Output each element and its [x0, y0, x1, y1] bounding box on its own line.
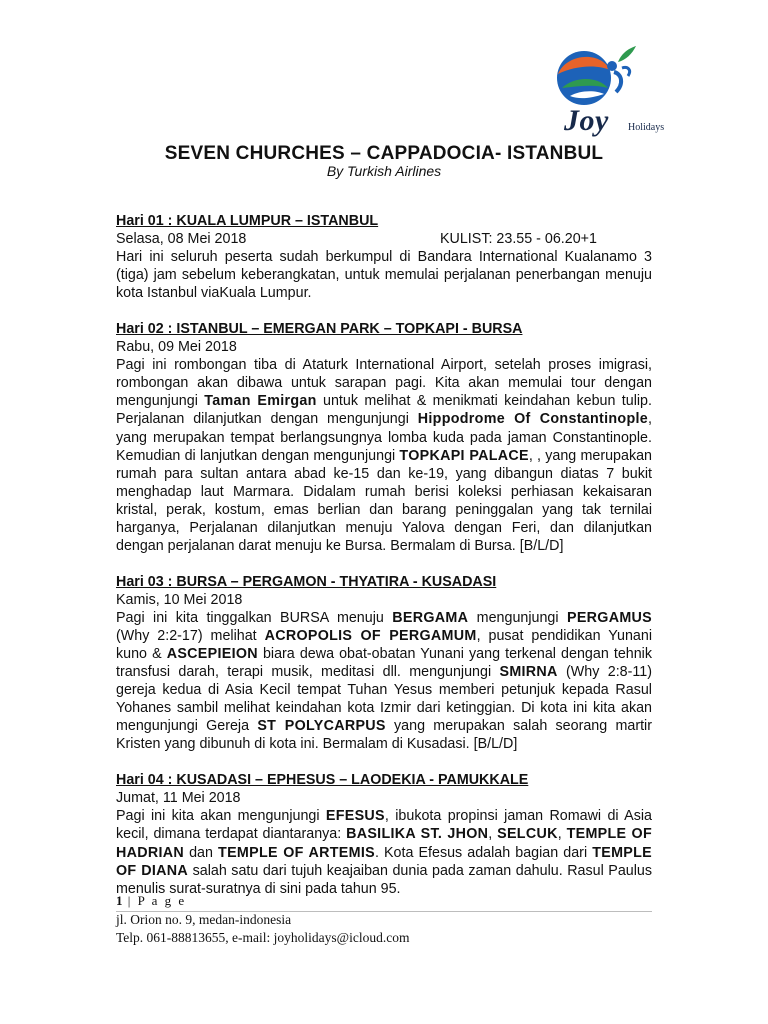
highlight-text: PERGAMUS	[566, 609, 652, 626]
page-label: | P a g e	[127, 893, 187, 908]
day-date: Jumat, 11 Mei 2018	[116, 790, 241, 807]
highlight-text: SMIRNA	[499, 664, 558, 681]
joy-holidays-logo	[552, 44, 665, 140]
date-row	[116, 230, 652, 248]
day-description	[116, 356, 652, 555]
day-section	[116, 320, 652, 555]
logo-tagline: Holidays	[628, 122, 665, 133]
highlight-text: ST POLYCARPUS	[257, 718, 386, 735]
page-number	[116, 893, 186, 909]
highlight-text: TEMPLE OF HADRIAN	[116, 826, 652, 861]
footer-contact: Telp. 061-88813655, e-mail: joyholidays@icloud.com	[116, 930, 410, 945]
day-section	[116, 212, 652, 302]
page-number-value: 1	[116, 893, 123, 908]
highlight-text: TEMPLE OF DIANA	[116, 844, 652, 879]
text-run: (Why 2:8-11) gereja kedua di Asia Kecil tempat Tuhan Yesus memberi petunjuk kepada Rasul Yohanes sambil melihat keindahan kota Izmir dari ketinggian. Di kota ini kita akan mengunjungi Gereja	[116, 664, 652, 735]
text-run: Pagi ini kita akan mengunjungi	[116, 808, 326, 825]
text-run: dan	[184, 844, 219, 861]
day-section	[116, 573, 652, 753]
text-run: biara dewa obat-obatan Yunani yang terkenal dengan tehnik transfusi darah, terapi musik, meditasi dll. mengunjungi	[116, 646, 652, 681]
text-run: ,	[557, 826, 567, 843]
highlight-text: TOPKAPI PALACE	[399, 447, 529, 464]
itinerary	[116, 212, 652, 916]
text-run: (Why 2:2-17) melihat	[116, 627, 265, 644]
day-heading: Hari 02 : ISTANBUL – EMERGAN PARK – TOPKAPI - BURSA	[116, 321, 523, 338]
text-run: yang merupakan salah seorang martir Kristen yang dibunuh di kota ini. Bermalam di Kusadasi. [B/L/D]	[116, 718, 652, 753]
day-date: Kamis, 10 Mei 2018	[116, 591, 243, 608]
text-run: . Kota Efesus adalah bagian dari	[374, 844, 593, 861]
text-run: , pusat pendidikan Yunani kuno &	[116, 627, 652, 663]
highlight-text: ACROPOLIS OF PERGAMUM	[264, 627, 477, 644]
highlight-text: Taman Emirgan	[204, 393, 317, 410]
page-subtitle: By Turkish Airlines	[326, 163, 442, 179]
text-run: , ibukota propinsi jaman Romawi di Asia kecil, dimana terdapat diantaranya:	[116, 808, 652, 843]
day-date: Selasa, 08 Mei 2018	[116, 231, 247, 248]
text-run: ,	[488, 826, 498, 843]
day-heading: Hari 01 : KUALA LUMPUR – ISTANBUL	[116, 213, 379, 229]
text-run: Hari ini seluruh peserta sudah berkumpul di Bandara International Kualanamo 3 (tiga) jam sebelum keberangkatan, untuk memulai perjalanan penerbangan menuju kota Istanbul viaKuala Lumpur.	[116, 249, 652, 302]
day-description	[116, 248, 652, 302]
text-run: mengunjungi	[468, 609, 567, 626]
page-title: SEVEN CHURCHES – CAPPADOCIA- ISTANBUL	[164, 143, 604, 164]
highlight-text: SELCUK	[497, 826, 558, 843]
highlight-text: EFESUS	[325, 808, 385, 825]
highlight-text: Hippodrome Of Constantinople	[417, 411, 649, 428]
text-run: , yang merupakan tempat berlangsungnya lomba kuda pada jaman Constantinople. Kemudian di lanjutkan dengan mengunjungi	[116, 411, 652, 464]
highlight-text: TEMPLE OF ARTEMIS	[218, 844, 375, 861]
highlight-text: BERGAMA	[392, 609, 469, 626]
day-heading: Hari 03 : BURSA – PERGAMON - THYATIRA - KUSADASI	[116, 573, 497, 590]
text-run: untuk melihat & menikmati keindahan kebun tulip. Perjalanan dilanjutkan dengan mengunjungi	[116, 393, 652, 428]
text-run: Pagi ini rombongan tiba di Ataturk International Airport, setelah proses imigrasi, rombongan akan dibawa untuk sarapan pagi. Kita akan memulai tour dengan mengunjungi	[116, 357, 652, 410]
flight-info: KULIST: 23.55 - 06.20+1	[440, 231, 597, 248]
text-run: , , yang merupakan rumah para sultan antara abad ke-15 dan ke-19, yang dibangun diatas 7 bukit menghadap laut Marmara. Didalam rumah berisi koleksi perhiasan kekaisaran kristal, perak, kostum, emas berlian dan barang peninggalan yang tak ternilai harganya, Perjalanan dilanjutkan menuju Yalova dengan Feri, dan dilanjutkan dengan perjalanan darat menuju ke Bursa. Bermalam di Bursa. [B/L/D]	[116, 447, 652, 554]
footer-address: jl. Orion no. 9, medan-indonesia	[116, 912, 292, 927]
day-heading: Hari 04 : KUSADASI – EPHESUS – LAODEKIA - PAMUKKALE	[116, 772, 529, 789]
day-description	[116, 609, 652, 753]
highlight-text: BASILIKA ST. JHON	[346, 826, 489, 843]
day-date: Rabu, 09 Mei 2018	[116, 339, 237, 356]
day-section	[116, 771, 652, 897]
text-run: Pagi ini kita tinggalkan BURSA menuju	[116, 609, 393, 626]
logo-wordmark: Joy	[564, 104, 609, 137]
highlight-text: ASCEPIEION	[166, 646, 258, 663]
text-run: salah satu dari tujuh keajaiban dunia pada zaman dahulu. Rasul Paulus menulis surat-suratnya di sini pada tahun 95.	[116, 862, 652, 897]
day-description	[116, 807, 652, 897]
